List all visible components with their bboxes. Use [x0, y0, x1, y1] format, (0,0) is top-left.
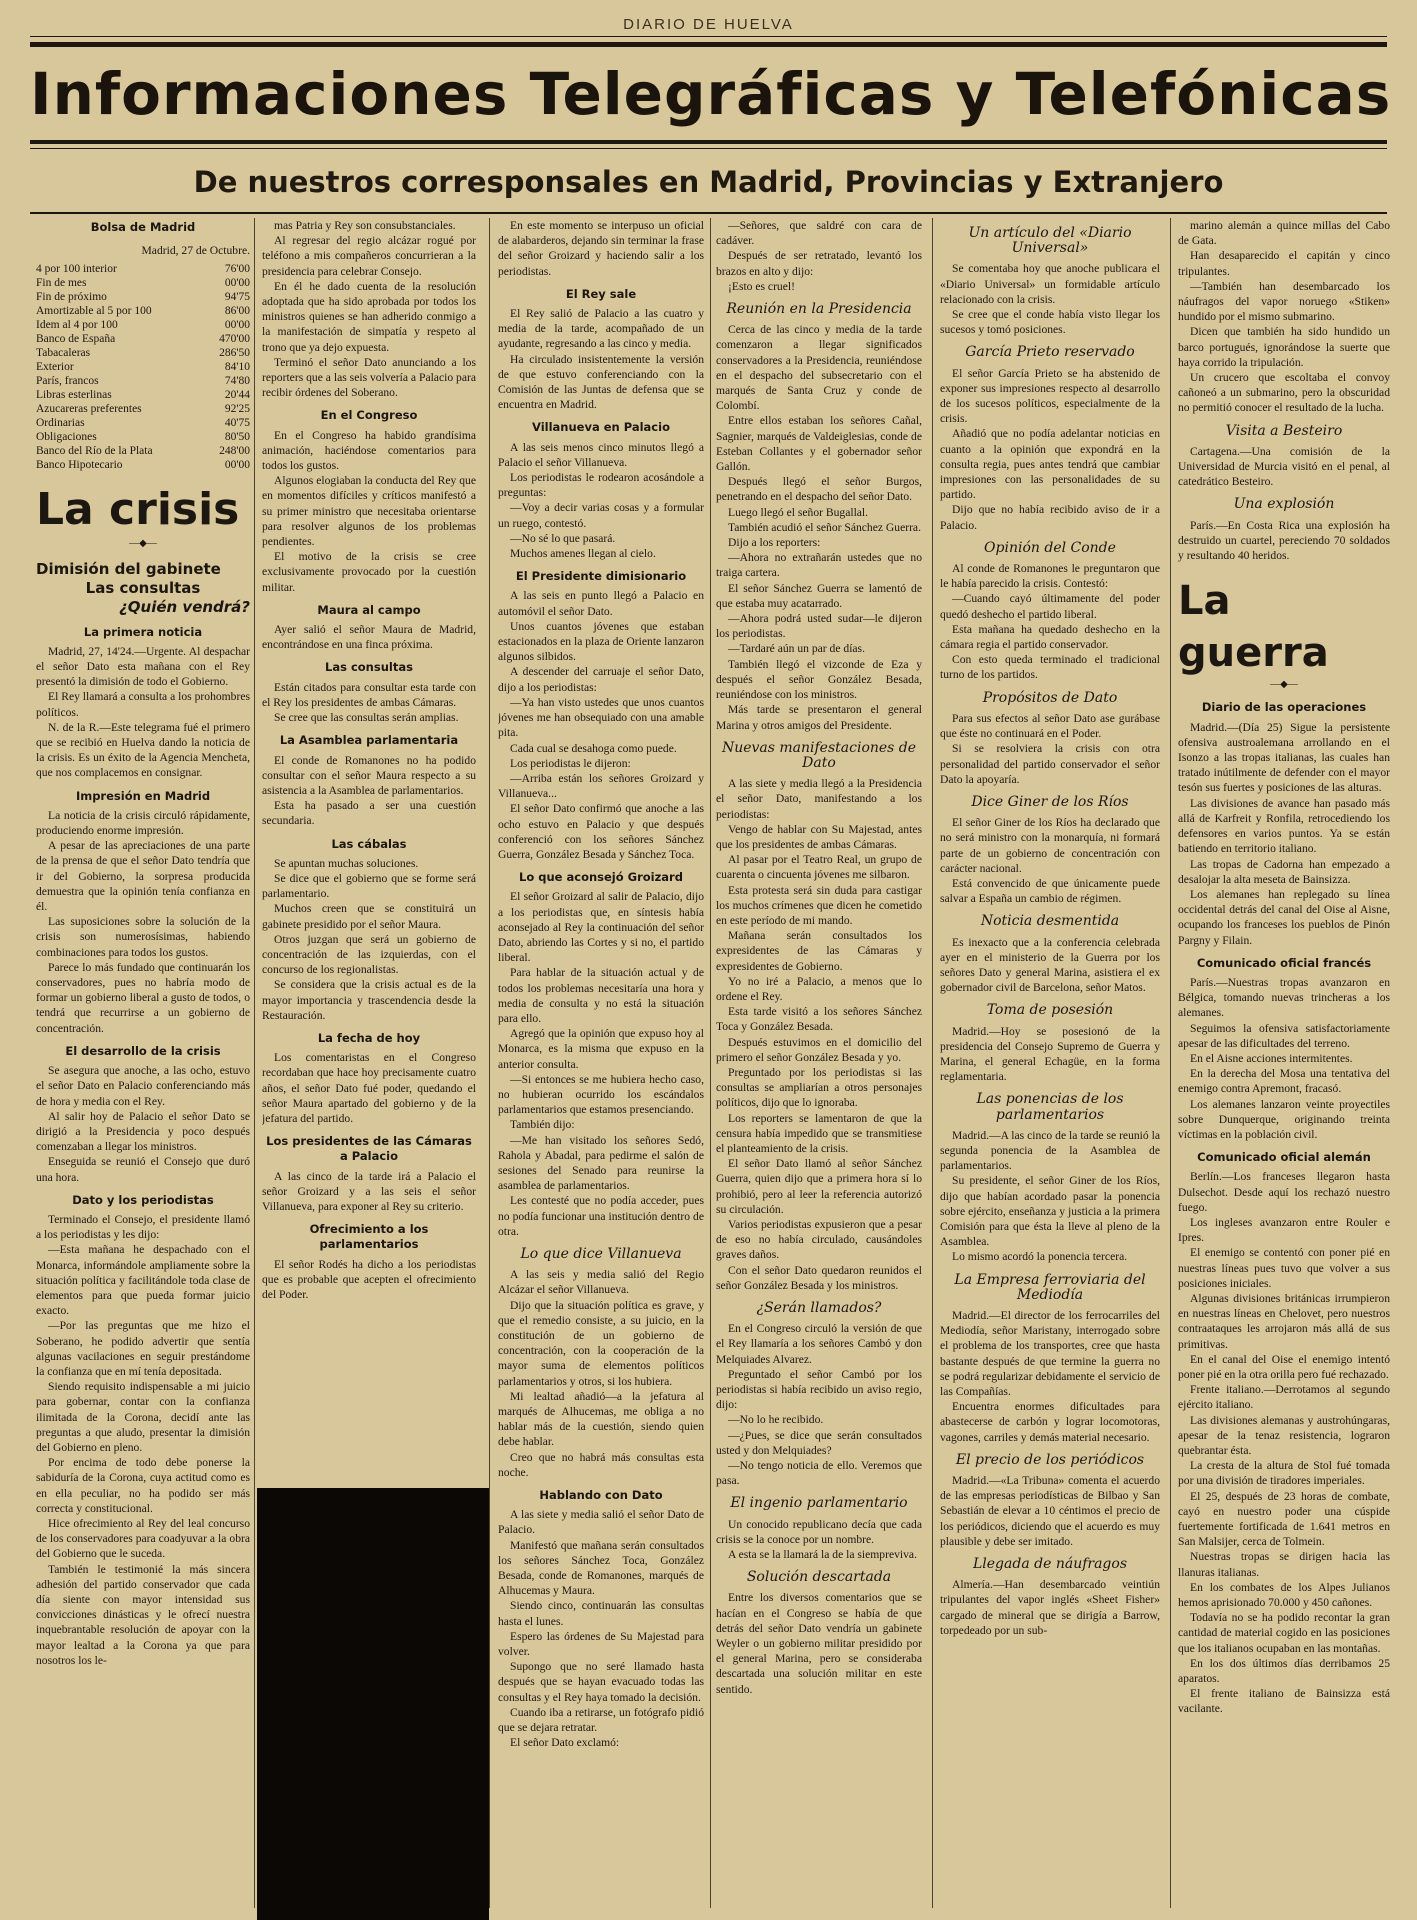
section-heading: El Presidente dimisionario	[515, 569, 687, 584]
article-paragraph: ¡Esto es cruel!	[728, 279, 795, 293]
article-paragraph: —Si entonces se me hubiera hecho caso, no hubieran ocurrido los escándalos parlamentarios que estamos presenciando.	[498, 1072, 704, 1117]
article-paragraph: Algunos elogiaban la conducta del Rey que en momentos difíciles y críticos manifestó a su primer ministro que necesitaba orientarse para resolver algunos de los problemas pendientes.	[262, 474, 476, 549]
article-paragraph: Dijo a los reporters:	[728, 536, 821, 550]
article-paragraph: Preguntado el señor Cambó por los periodistas si había recibido un aviso regio, dijo:	[716, 1367, 922, 1412]
article-heading: Opinión del Conde	[984, 539, 1116, 556]
section-heading: Comunicado oficial alemán	[1197, 1150, 1371, 1165]
article-paragraph: Terminado el Consejo, el presidente llamó a los periodistas y les dijo:	[36, 1212, 250, 1242]
ornament-divider: —◆—	[1270, 679, 1298, 691]
article-paragraph: Espero las órdenes de Su Majestad para volver.	[498, 1629, 704, 1659]
market-date: Madrid, 27 de Octubre.	[141, 244, 250, 258]
article-paragraph: Dicen que también ha sido hundido un barco portugués, ignorándose la suerte que haya corrido la tripulación.	[1178, 325, 1390, 369]
market-row	[36, 276, 250, 290]
column-5	[940, 218, 1160, 1908]
article-paragraph: En él he dado cuenta de la resolución adoptada que ha sido aprobada por todos los ministros quienes se han adherido conmigo a la manifestación de simpatía y respeto al trono que ya dejo expuesta.	[262, 279, 476, 354]
market-row-label: Azucareras preferentes	[36, 403, 142, 416]
subtitle: De nuestros corresponsales en Madrid, Provincias y Extranjero	[193, 165, 1224, 199]
article-paragraph: Se asegura que anoche, a las ocho, estuvo el señor Dato en Palacio conferenciando más de hora y media con el Rey.	[36, 1064, 250, 1108]
article-paragraph: En los combates de los Alpes Julianos hemos aprisionado 70.000 y 450 cañones.	[1178, 1580, 1390, 1610]
article-paragraph: En la derecha del Mosa una tentativa del enemigo contra Apremont, fracasó.	[1178, 1067, 1390, 1096]
section-heading: El Rey sale	[565, 286, 637, 301]
section-heading: Ofrecimiento a los parlamentarios	[309, 1222, 429, 1252]
article-paragraph: Los ingleses avanzaron entre Rouler e Ipres.	[1178, 1215, 1390, 1245]
article-heading: García Prieto reservado	[965, 344, 1135, 361]
section-heading: Lo que aconsejó Groizard	[519, 870, 683, 885]
column-divider	[1170, 218, 1171, 1908]
article-paragraph: También le testimonié la más sincera adhesión del partido conservador que cada día siente con mayor intensidad sus convicciones dinásticas y le ofrecí nuestra inquebrantable resolución de apoyar con la mayor lealtad a la Corona ya que para nosotros los le-	[36, 1562, 250, 1667]
section-heading: La Asamblea parlamentaria	[279, 733, 459, 748]
article-paragraph: En este momento se interpuso un oficial de alabarderos, dejando sin terminar la frase del señor Groizard y haciendo salir a los periodistas.	[498, 219, 704, 278]
article-heading: Noticia desmentida	[980, 913, 1120, 930]
column-6-top-articles	[1178, 218, 1390, 563]
article-paragraph: A las cinco de la tarde irá a Palacio el señor Groizard y a las seis el señor Villanueva, para exponer al Rey su criterio.	[262, 1169, 476, 1213]
article-paragraph: Madrid.—El director de los ferrocarriles del Mediodía, señor Maristany, interrogado sobre el problema de los transportes, cree que hasta bastante después de que termine la guerra no se podrá regularizar debidamente el servicio de las Compañías.	[940, 1309, 1160, 1399]
market-row	[36, 360, 250, 374]
market-row-value: 00'00	[224, 277, 250, 290]
column-3	[498, 218, 704, 1908]
article-paragraph: El señor Dato confirmó que anoche a las ocho estuvo en Palacio y que después conferenció con los señores Sánchez Guerra, González Besada y Sánchez Toca.	[498, 802, 704, 861]
article-paragraph: Se comentaba hoy que anoche publicara el «Diario Universal» un formidable artículo relacionado con la crisis.	[940, 262, 1160, 306]
section-heading: Maura al campo	[317, 602, 421, 617]
article-paragraph: En el Congreso circuló la versión de que el Rey llamaría a los señores Cambó y don Melquiades Alvarez.	[716, 1322, 922, 1366]
column-3-articles	[498, 218, 704, 1751]
article-paragraph: Madrid.—Hoy se posesionó de la presidencia del Consejo Supremo de Guerra y Marina, el general Echagüe, en la forma reglamentaria.	[940, 1024, 1160, 1084]
market-row-label: Obligaciones	[36, 431, 97, 444]
market-row-label: Libras esterlinas	[36, 389, 112, 402]
section-heading: El desarrollo de la crisis	[65, 1043, 221, 1058]
article-paragraph: Esta protesta será sin duda para castigar los muchos crímenes que dicen he cometido en este período de mi mando.	[716, 883, 922, 927]
column-4	[716, 218, 922, 1908]
article-paragraph: Esta mañana ha quedado deshecho en la cámara regia el partido conservador.	[940, 622, 1160, 652]
article-heading: Lo que dice Villanueva	[520, 1246, 682, 1262]
article-paragraph: Cuando iba a retirarse, un fotógrafo pidió que se dejara retratar.	[498, 1705, 704, 1735]
article-paragraph: Más tarde se presentaron el general Marina y otros amigos del Presidente.	[716, 703, 922, 732]
market-row-value: 248'00	[219, 445, 250, 458]
section-heading: Comunicado oficial francés	[1196, 955, 1372, 970]
market-row-value: 286'50	[219, 347, 250, 360]
article-paragraph: Los periodistas le rodearon acosándole a preguntas:	[498, 471, 704, 500]
article-paragraph: Esta ha pasado a ser una cuestión secundaria.	[262, 799, 476, 828]
article-paragraph: Otros juzgan que será un gobierno de concentración de las izquierdas, con el concurso de los regionalistas.	[262, 932, 476, 977]
article-paragraph: Ha circulado insistentemente la versión de que estuvo conferenciando con la Comisión de las Juntas de defensa que se encuentra en Madrid.	[498, 352, 704, 412]
column-1-articles	[36, 625, 250, 1668]
article-paragraph: El conde de Romanones no ha podido consultar con el señor Maura respecto a su asistencia a la Asamblea de parlamentarios.	[262, 753, 476, 797]
crisis-sub-1: Dimisión del gabinete	[36, 559, 221, 578]
article-paragraph: El señor Groizard al salir de Palacio, dijo a los periodistas que, en síntesis había aconsejado al Rey la continuación del señor Dato, abriendo las Cortes y si no, el partido liberal.	[498, 890, 704, 965]
market-row	[36, 430, 250, 444]
article-paragraph: En el canal del Oise el enemigo intentó poner pié en la otra orilla pero fué rechazado.	[1178, 1352, 1390, 1381]
article-paragraph: Han desaparecido el capitán y cinco tripulantes.	[1178, 249, 1390, 278]
article-paragraph: Terminó el señor Dato anunciando a los reporters que a las seis volvería a Palacio para recibir órdenes del Soberano.	[262, 355, 476, 400]
article-heading: Una explosión	[1233, 496, 1335, 513]
article-paragraph: —Tardaré aún un par de días.	[728, 642, 865, 656]
article-paragraph: —Me han visitado los señores Sedó, Rahola y Abadal, para pedirme el salón de sesiones del Senado para reunirse la asamblea de parlamentarios.	[498, 1133, 704, 1193]
article-paragraph: Siendo cinco, continuarán las consultas hasta el lunes.	[498, 1599, 704, 1628]
article-paragraph: Esta tarde visitó a los señores Sánchez Toca y González Besada.	[716, 1005, 922, 1034]
article-paragraph: Después estuvimos en el domicilio del primero el señor González Besada y yo.	[716, 1035, 922, 1064]
market-row-value: 92'25	[224, 403, 250, 416]
article-paragraph: Creo que no habrá más consultas esta noche.	[498, 1450, 704, 1479]
article-paragraph: —Cuando cayó últimamente del poder quedó deshecho el partido liberal.	[940, 592, 1160, 621]
column-divider	[932, 218, 933, 1908]
market-row-value: 84'10	[224, 361, 250, 374]
market-row-label: Tabacaleras	[36, 347, 91, 360]
article-paragraph: Dijo que la situación política es grave, y que el remedio consiste, a su juicio, en la constitución de un gobierno de concentración, con la cooperación de la mayor suma de elementos políticos parlamentarios y otros, si los hubiera.	[498, 1298, 704, 1388]
article-paragraph: Los comentaristas en el Congreso recordaban que hace hoy precisamente cuatro años, el señor Dato fué poder, quedando el señor Maura apartado del gobierno y de la jefatura del partido.	[262, 1051, 476, 1125]
article-paragraph: Madrid, 27, 14'24.—Urgente. Al despachar el señor Dato esta mañana con el Rey presentó la dimisión de todo el Gobierno.	[36, 644, 250, 689]
article-paragraph: Cartagena.—Una comisión de la Universidad de Murcia visitó en el penal, al catedrático Besteiro.	[1178, 444, 1390, 489]
article-paragraph: Madrid.—A las cinco de la tarde se reunió la segunda ponencia de la Asamblea de parlamentarios.	[940, 1128, 1160, 1173]
market-heading: Bolsa de Madrid	[90, 220, 196, 234]
market-row	[36, 458, 250, 472]
article-paragraph: Los alemanes lanzaron veinte proyectiles sobre Dunquerque, originando treinta víctimas en la población civil.	[1178, 1097, 1390, 1141]
article-paragraph: Luego llegó el señor Bugallal.	[728, 505, 869, 519]
ornament-divider: —◆—	[129, 538, 157, 550]
article-paragraph: —Por las preguntas que me hizo el Soberano, he podido advertir que sentía algunas vacilaciones en seguir prestándome la confianza que en mí tenía depositada.	[36, 1319, 250, 1378]
article-paragraph: Mi lealtad añadió—a la jefatura al marqués de Alhucemas, me obliga a no hablar más de la cuestión, siendo quien debe hablar.	[498, 1389, 704, 1449]
article-paragraph: Las divisiones de avance han pasado más allá de Karfreit y Ronfila, retrocediendo los defensores en varios puntos. Ya se están batiendo en territorio italiano.	[1178, 796, 1390, 856]
article-paragraph: Preguntado por los periodistas si las consultas se ampliarían a otros personajes políticos, dijo que lo ignoraba.	[716, 1065, 922, 1110]
article-paragraph: A las seis menos cinco minutos llegó a Palacio el señor Villanueva.	[498, 440, 704, 469]
market-row	[36, 290, 250, 304]
article-paragraph: También llegó el vizconde de Eza y después el señor González Besada, reuniéndose con los ministros.	[716, 657, 922, 702]
market-row-label: Exterior	[36, 361, 74, 374]
article-paragraph: Están citados para consultar esta tarde con el Rey los presidentes de ambas Cámaras.	[262, 680, 476, 709]
top-rule-thick	[30, 42, 1387, 47]
market-row-label: Fin de próximo	[36, 291, 107, 304]
article-heading: El precio de los periódicos	[955, 1451, 1145, 1468]
article-paragraph: Muchos creen que se constituirá un gabinete presidido por el señor Maura.	[262, 902, 476, 931]
article-paragraph: Hice ofrecimiento al Rey del leal concurso de los conservadores para coadyuvar a la obra del Gobierno que le suceda.	[36, 1516, 250, 1561]
article-paragraph: A descender del carruaje el señor Dato, dijo a los periodistas:	[498, 665, 704, 694]
article-paragraph: París.—Nuestras tropas avanzaron en Bélgica, tomando nuevas trincheras a los alemanes.	[1178, 975, 1390, 1020]
article-heading: Toma de posesión	[986, 1002, 1114, 1019]
article-heading: Las ponencias de los parlamentarios	[976, 1091, 1124, 1123]
article-paragraph: —¿Pues, se dice que serán consultados usted y don Melquiades?	[716, 1428, 922, 1457]
running-head: DIARIO DE HUELVA	[623, 16, 794, 33]
article-paragraph: Las tropas de Cadorna han empezado a desalojar la alta meseta de Bainsizza.	[1178, 857, 1390, 886]
article-paragraph: Para hablar de la situación actual y de todos los problemas necesitaría una hora y media de consulta y no está la situación para ello.	[498, 966, 704, 1025]
top-rule-thin	[30, 36, 1387, 37]
market-table	[36, 262, 250, 472]
crisis-sub-3: ¿Quién vendrá?	[119, 597, 250, 616]
article-paragraph: Es inexacto que a la conferencia celebrada ayer en el ministerio de la Guerra por los señores Dato y general Marina, asistiera el ex gobernador civil de Barcelona, señor Matos.	[940, 935, 1160, 995]
article-paragraph: Cada cual se desahoga como puede.	[510, 741, 677, 755]
article-paragraph: Seguimos la ofensiva satisfactoriamente apesar de las dificultades del terreno.	[1178, 1021, 1390, 1050]
market-row-value: 86'00	[224, 305, 250, 318]
section-heading: Las consultas	[325, 660, 413, 675]
article-paragraph: Vengo de hablar con Su Majestad, antes que los presidentes de ambas Cámaras.	[716, 822, 922, 851]
market-row-label: 4 por 100 interior	[36, 263, 117, 276]
article-paragraph: —No sé lo que pasará.	[510, 531, 616, 545]
article-paragraph: A las seis en punto llegó a Palacio en automóvil el señor Dato.	[498, 589, 704, 618]
article-paragraph: Unos cuantos jóvenes que estaban estacionados en la plaza de Oriente lanzaron algunos silbidos.	[498, 619, 704, 664]
market-row-label: París, francos	[36, 375, 99, 388]
section-heading: Impresión en Madrid	[75, 788, 211, 803]
market-row-value: 80'50	[224, 431, 250, 444]
article-paragraph: Mañana serán consultados los expresidentes de las Cámaras y expresidentes de Gobierno.	[716, 929, 922, 973]
article-paragraph: Al conde de Romanones le preguntaron que le había parecido la crisis. Contestó:	[940, 562, 1160, 591]
article-paragraph: Después de ser retratado, levantó los brazos en alto y dijo:	[716, 249, 922, 278]
article-paragraph: París.—En Costa Rica una explosión ha destruido un cuartel, pereciendo 70 soldados y resultando 40 heridos.	[1178, 518, 1390, 563]
guerra-title: La guerra	[1178, 578, 1329, 677]
article-heading: Reunión en la Presidencia	[726, 301, 912, 318]
section-heading: Hablando con Dato	[539, 1488, 663, 1503]
section-heading: Los presidentes de las Cámaras a Palacio	[266, 1134, 472, 1164]
article-heading: Solución descartada	[746, 1569, 892, 1586]
article-paragraph: —Voy a decir varias cosas y a formular un ruego, contestó.	[498, 501, 704, 530]
article-paragraph: marino alemán a quince millas del Cabo de Gata.	[1178, 219, 1390, 248]
market-row-label: Amortizable al 5 por 100	[36, 305, 152, 318]
section-heading: Las cábalas	[331, 836, 407, 851]
article-paragraph: En los dos últimos días derribamos 25 aparatos.	[1178, 1656, 1390, 1686]
column-divider	[254, 218, 255, 1908]
article-paragraph: Dijo que no había recibido aviso de ir a Palacio.	[940, 503, 1160, 532]
section-heading: Villanueva en Palacio	[532, 420, 670, 435]
article-paragraph: Entre ellos estaban los señores Cañal, Sagnier, marqués de Valdeiglesias, conde de Esteban Collantes y el gobernador señor Gallón.	[716, 414, 922, 474]
article-paragraph: Yo no iré a Palacio, a menos que lo ordene el Rey.	[716, 974, 922, 1003]
masthead-rule	[30, 140, 1387, 144]
column-divider	[710, 218, 711, 1908]
article-paragraph: El señor Dato llamó al señor Sánchez Guerra, quien dijo que a primera hora sí lo prohibió, pero al leer la referencia autorizó su circulación.	[716, 1157, 922, 1216]
article-paragraph: Se apuntan muchas soluciones.	[274, 856, 419, 870]
article-paragraph: También dijo:	[510, 1118, 575, 1132]
article-heading: Visita a Besteiro	[1225, 422, 1343, 439]
crisis-subheads	[36, 560, 250, 617]
article-paragraph: Para sus efectos al señor Dato ase gurábase que éste no continuará en el Poder.	[940, 711, 1160, 741]
market-row-value: 470'00	[219, 333, 250, 346]
article-paragraph: El Rey llamará a consulta a los prohombres políticos.	[36, 690, 250, 719]
article-paragraph: A las siete y media llegó a la Presidencia el señor Dato, manifestando a los periodistas:	[716, 777, 922, 821]
article-heading: La Empresa ferroviaria del Mediodía	[954, 1271, 1146, 1303]
market-row-value: 00'00	[224, 319, 250, 332]
crisis-sub-2: Las consultas	[85, 578, 201, 597]
market-row	[36, 402, 250, 416]
article-heading: Un artículo del «Diario Universal»	[968, 225, 1132, 257]
market-row	[36, 388, 250, 402]
market-row-value: 40'75	[224, 417, 250, 430]
subtitle-rule	[30, 212, 1387, 214]
article-paragraph: En el Congreso ha habido grandísima animación, haciéndose comentarios para todos los gustos.	[262, 428, 476, 473]
article-paragraph: El 25, después de 23 horas de combate, cayó en nuestro poder una cúspide fuertemente fortificada de 1.641 metros en San Malsijer, cerca de Tolmein.	[1178, 1489, 1390, 1549]
article-paragraph: Las divisiones alemanas y austrohúngaras, apesar de la tenaz resistencia, lograron quebrantar ésta.	[1178, 1413, 1390, 1458]
article-paragraph: Añadió que no podía adelantar noticias en cuanto a la opinión que expondrá en la consulta regia, pues antes tendrá que cambiar impresiones con las personalidades de su partido.	[940, 427, 1160, 502]
article-paragraph: Agregó que la opinión que expuso hoy al Monarca, es la misma que expuso en la anterior consulta.	[498, 1027, 704, 1071]
article-paragraph: Muchos amenes llegan al cielo.	[510, 547, 656, 561]
article-heading: Dice Giner de los Ríos	[971, 793, 1129, 810]
black-redaction-block	[257, 1488, 489, 1920]
article-paragraph: Varios periodistas expusieron que a pesar de eso no había circulado, causándoles graves daños.	[716, 1218, 922, 1262]
article-paragraph: El Rey salió de Palacio a las cuatro y media de la tarde, acompañado de un ayudante, regresando a las cinco y media.	[498, 307, 704, 351]
market-row-value: 76'00	[224, 263, 250, 276]
article-paragraph: Entre los diversos comentarios que se hacían en el Congreso se había de que detrás del señor Dato vendría un gabinete Weyler o un gobierno militar presidido por el general Marina, pero se consideraba descartada una solución militar en este sentido.	[716, 1591, 922, 1696]
market-row	[36, 346, 250, 360]
market-row	[36, 444, 250, 458]
market-row-label: Fin de mes	[36, 277, 87, 290]
article-heading: Nuevas manifestaciones de Dato	[721, 739, 917, 771]
column-6	[1178, 218, 1390, 1908]
article-paragraph: Madrid.—(Día 25) Sigue la persistente ofensiva austroalemana arrollando en el Isonzo a las tropas italianas, las cuales han tratado inútilmente de defender con el mayor tesón sus fuertes y posiciones de las alturas.	[1178, 720, 1390, 795]
article-paragraph: Los reporters se lamentaron de que la censura había impedido que se transmitiese el planteamiento de la crisis.	[716, 1111, 922, 1155]
article-paragraph: Al salir hoy de Palacio el señor Dato se dirigió a la Presidencia y poco después comenzaban a llegar los ministros.	[36, 1109, 250, 1154]
market-row-value: 20'44	[224, 389, 250, 402]
market-row-label: Banco de España	[36, 333, 116, 346]
market-row-label: Banco del Río de la Plata	[36, 445, 153, 458]
article-paragraph: Después llegó el señor Burgos, penetrando en el despacho del señor Dato.	[716, 475, 922, 504]
article-paragraph: Está convencido de que únicamente puede salvar a España un cambio de régimen.	[940, 876, 1160, 906]
article-heading: ¿Serán llamados?	[756, 1300, 882, 1317]
article-paragraph: A las siete y media salió el señor Dato de Palacio.	[498, 1508, 704, 1537]
column-2-articles	[262, 218, 476, 1302]
article-paragraph: Encuentra enormes dificultades para abastecerse de carbón y lograr locomotoras, vagones, carriles y demás material necesario.	[940, 1400, 1160, 1444]
article-paragraph: Parece lo más fundado que continuarán los conservadores, pues no habría modo de formar un gobierno liberal a gusto de todos, o tendrá que recurrirse a un gobierno de concentración.	[36, 960, 250, 1035]
article-paragraph: La noticia de la crisis circuló rápidamente, produciendo enorme impresión.	[36, 808, 250, 838]
article-paragraph: El señor García Prieto se ha abstenido de exponer sus impresiones respecto al desarrollo de los sucesos políticos, especialmente de la crisis.	[940, 366, 1160, 426]
article-paragraph: Supongo que no seré llamado hasta después que se hayan evacuado todas las consultas y el Rey haya tomado la decisión.	[498, 1660, 704, 1704]
article-paragraph: Almería.—Han desembarcado veintiún tripulantes del vapor inglés «Sheet Fisher» cargado de mineral que se dirigía a Barrow, torpedeado por un sub-	[940, 1578, 1160, 1637]
column-1	[36, 218, 250, 1908]
masthead-title: Informaciones Telegráficas y Telefónicas	[30, 60, 1392, 128]
article-paragraph: Madrid.—«La Tribuna» comenta el acuerdo de las empresas periodísticas de Bilbao y San Sebastián de elevar a 10 céntimos el precio de los periódicos, diciendo que el acuerdo es muy plausible y debe ser imitado.	[940, 1474, 1160, 1548]
article-paragraph: Se cree que el conde había visto llegar los sucesos y tomó posiciones.	[940, 308, 1160, 337]
article-paragraph: El señor Sánchez Guerra se lamentó de que estaba muy acatarrado.	[716, 581, 922, 610]
article-paragraph: Con el señor Dato quedaron reunidos el señor González Besada y los ministros.	[716, 1263, 922, 1292]
section-heading: En el Congreso	[320, 408, 418, 423]
market-row-value: 74'80	[224, 375, 250, 388]
article-paragraph: Siendo requisito indispensable a mi juicio para gobernar, contar con la confianza ilimitada de la Corona, decidí ante las preguntas a que aludo, presentar la dimisión del Gobierno en pleno.	[36, 1380, 250, 1454]
article-heading: El ingenio parlamentario	[730, 1495, 908, 1512]
article-heading: Propósitos de Dato	[982, 689, 1118, 706]
article-paragraph: Las suposiciones sobre la solución de la crisis son numerosísimas, habiendo combinaciones para todos los gustos.	[36, 915, 250, 959]
market-row	[36, 374, 250, 388]
article-paragraph: —Ahora no extrañarán ustedes que no traiga cartera.	[716, 551, 922, 580]
article-paragraph: Al pasar por el Teatro Real, un grupo de cuarenta o cincuenta jóvenes me silbaron.	[716, 853, 922, 882]
masthead-rule-thin	[30, 148, 1387, 149]
market-row	[36, 304, 250, 318]
article-paragraph: El señor Dato exclamó:	[510, 1736, 620, 1750]
article-paragraph: También acudió el señor Sánchez Guerra.	[728, 520, 921, 534]
article-paragraph: Un crucero que escoltaba el convoy cañoneó a un submarino, pero la obscuridad no permitió conocer el resultado de la lucha.	[1178, 371, 1390, 415]
article-paragraph: —No lo he recibido.	[728, 1413, 824, 1427]
article-paragraph: Con esto queda terminado el tradicional turno de los partidos.	[940, 653, 1160, 682]
market-row	[36, 332, 250, 346]
section-heading: Dato y los periodistas	[72, 1192, 214, 1207]
article-paragraph: El motivo de la crisis se cree exclusivamente provocado por la cuestión militar.	[262, 550, 476, 594]
article-paragraph: Enseguida se reunió el Consejo que duró una hora.	[36, 1155, 250, 1184]
article-paragraph: —También han desembarcado los náufragos del vapor noruego «Stiken» hundido por el mismo submarino.	[1178, 279, 1390, 324]
crisis-title: La crisis	[36, 484, 240, 536]
article-paragraph: Nuestras tropas se dirigen hacia las llanuras italianas.	[1178, 1550, 1390, 1579]
article-paragraph: —Arriba están los señores Groizard y Villanueva...	[498, 771, 704, 801]
article-paragraph: A las seis y media salió del Regio Alcázar el señor Villanueva.	[498, 1268, 704, 1297]
article-paragraph: Todavía no se ha podido recontar la gran cantidad de material cogido en las posiciones que los italianos ocupaban en las montañas.	[1178, 1611, 1390, 1655]
article-paragraph: A esta se la llamará la de la siempreviva.	[728, 1548, 917, 1562]
article-paragraph: —Ya han visto ustedes que unos cuantos jóvenes me han obsequiado con una amable pita.	[498, 695, 704, 740]
article-paragraph: —No tengo noticia de ello. Veremos que pasa.	[716, 1459, 922, 1488]
article-paragraph: El enemigo se contentó con poner pié en nuestras líneas pues tuvo que volver a sus posiciones iniciales.	[1178, 1246, 1390, 1290]
article-paragraph: La cresta de la altura de Stol fué tomada por una división de tiradores imperiales.	[1178, 1459, 1390, 1488]
article-paragraph: Se dice que el gobierno que se forme será parlamentario.	[262, 871, 476, 901]
article-paragraph: A pesar de las apreciaciones de una parte de la prensa de que el señor Dato tendría que ir del Gobierno, la sorpresa producida demuestra que la opinión tenía confianza en él.	[36, 839, 250, 914]
article-paragraph: Por encima de todo debe ponerse la sabiduría de la Corona, cuya actitud como es en ella peculiar, no ha podido ser más correcta y constitucional.	[36, 1456, 250, 1515]
article-heading: Llegada de náufragos	[973, 1556, 1127, 1573]
article-paragraph: N. de la R.—Este telegrama fué el primero que se recibió en Huelva dando la noticia de la crisis. Es un éxito de la Agencia Mencheta, que nos complacemos en consignar.	[36, 720, 250, 780]
article-paragraph: Los periodistas le dijeron:	[510, 756, 631, 770]
article-paragraph: —Señores, que saldré con cara de cadáver.	[716, 219, 922, 248]
column-6-war-articles	[1178, 700, 1390, 1716]
market-row-label: Idem al 4 por 100	[36, 319, 118, 332]
article-paragraph: mas Patria y Rey son consubstanciales.	[274, 219, 456, 232]
article-paragraph: Cerca de las cinco y media de la tarde comenzaron a llegar significados conservadores a la Presidencia, reuniéndose en el despacho del subsecretario con el marqués de Santa Cruz y conde de Colombí.	[716, 323, 922, 413]
article-paragraph: Manifestó que mañana serán consultados los señores Sánchez Toca, González Besada, conde de Romanones, marqués de Alhucemas y Maura.	[498, 1538, 704, 1598]
market-row-value: 00'00	[224, 459, 250, 472]
article-paragraph: En el Aisne acciones intermitentes.	[1190, 1051, 1353, 1065]
article-paragraph: Algunas divisiones británicas irrumpieron en nuestras líneas en Chelovet, pero nuestros contraataques les arrojaron más allá de sus primitivas.	[1178, 1291, 1390, 1351]
market-row-value: 94'75	[224, 291, 250, 304]
article-paragraph: Frente italiano.—Derrotamos al segundo ejército italiano.	[1178, 1383, 1390, 1412]
article-paragraph: Ayer salió el señor Maura de Madrid, encontrándose en una finca próxima.	[262, 623, 476, 652]
article-paragraph: El frente italiano de Bainsizza está vacilante.	[1178, 1687, 1390, 1716]
section-heading: Diario de las operaciones	[1201, 700, 1367, 715]
article-paragraph: Su presidente, el señor Giner de los Ríos, dijo que habían acordado pasar la ponencia sobre ejército, enseñanza y justicia a la primera Comisión para que ésta la lleve al pleno de la Asamblea.	[940, 1174, 1160, 1249]
article-paragraph: El señor Rodés ha dicho a los periodistas que es probable que acepten el ofrecimiento del Poder.	[262, 1257, 476, 1301]
article-paragraph: Un conocido republicano decía que cada crisis se la conoce por un nombre.	[716, 1517, 922, 1546]
market-row	[36, 416, 250, 430]
market-row-label: Ordinarias	[36, 417, 85, 430]
article-paragraph: Si se resolviera la crisis con otra personalidad del partido conservador el señor Dato la apoyaría.	[940, 742, 1160, 786]
article-paragraph: El señor Giner de los Ríos ha declarado que no será ministro con la monarquía, ni formará parte de un gobierno de concentración con carácter nacional.	[940, 816, 1160, 875]
section-heading: La fecha de hoy	[317, 1030, 421, 1045]
market-row-label: Banco Hipotecario	[36, 459, 123, 472]
column-5-articles	[940, 226, 1160, 1638]
column-4-articles	[716, 218, 922, 1697]
article-paragraph: Lo mismo acordó la ponencia tercera.	[952, 1250, 1128, 1264]
column-divider	[489, 218, 490, 1908]
market-row	[36, 318, 250, 332]
article-paragraph: Al regresar del regio alcázar rogué por teléfono a mis compañeros concurrieran a la presidencia para celebrar Consejo.	[262, 234, 476, 278]
article-paragraph: —Esta mañana he despachado con el Monarca, informándole ampliamente sobre la situación política y facilitándole toda clase de elementos para que pueda formar juicio exacto.	[36, 1243, 250, 1318]
article-paragraph: Les contesté que no podía acceder, pues no podía funcionar una institución dentro de otra.	[498, 1194, 704, 1238]
section-heading: La primera noticia	[83, 624, 203, 639]
article-paragraph: Se considera que la crisis actual es de la mayor importancia y trascendencia desde la Restauración.	[262, 978, 476, 1022]
market-row	[36, 262, 250, 276]
article-paragraph: Los alemanes han replegado su línea occidental detrás del canal del Oise al Aisne, ocupando los franceses los pueblos de Pinón Pargny y Filain.	[1178, 887, 1390, 947]
article-paragraph: Berlín.—Los franceses llegaron hasta Dulsechot. Desde aquí los rechazó nuestro fuego.	[1178, 1170, 1390, 1214]
article-paragraph: —Ahora podrá usted sudar—le dijeron los periodistas.	[716, 612, 922, 641]
article-paragraph: Se cree que las consultas serán amplias.	[274, 711, 459, 725]
